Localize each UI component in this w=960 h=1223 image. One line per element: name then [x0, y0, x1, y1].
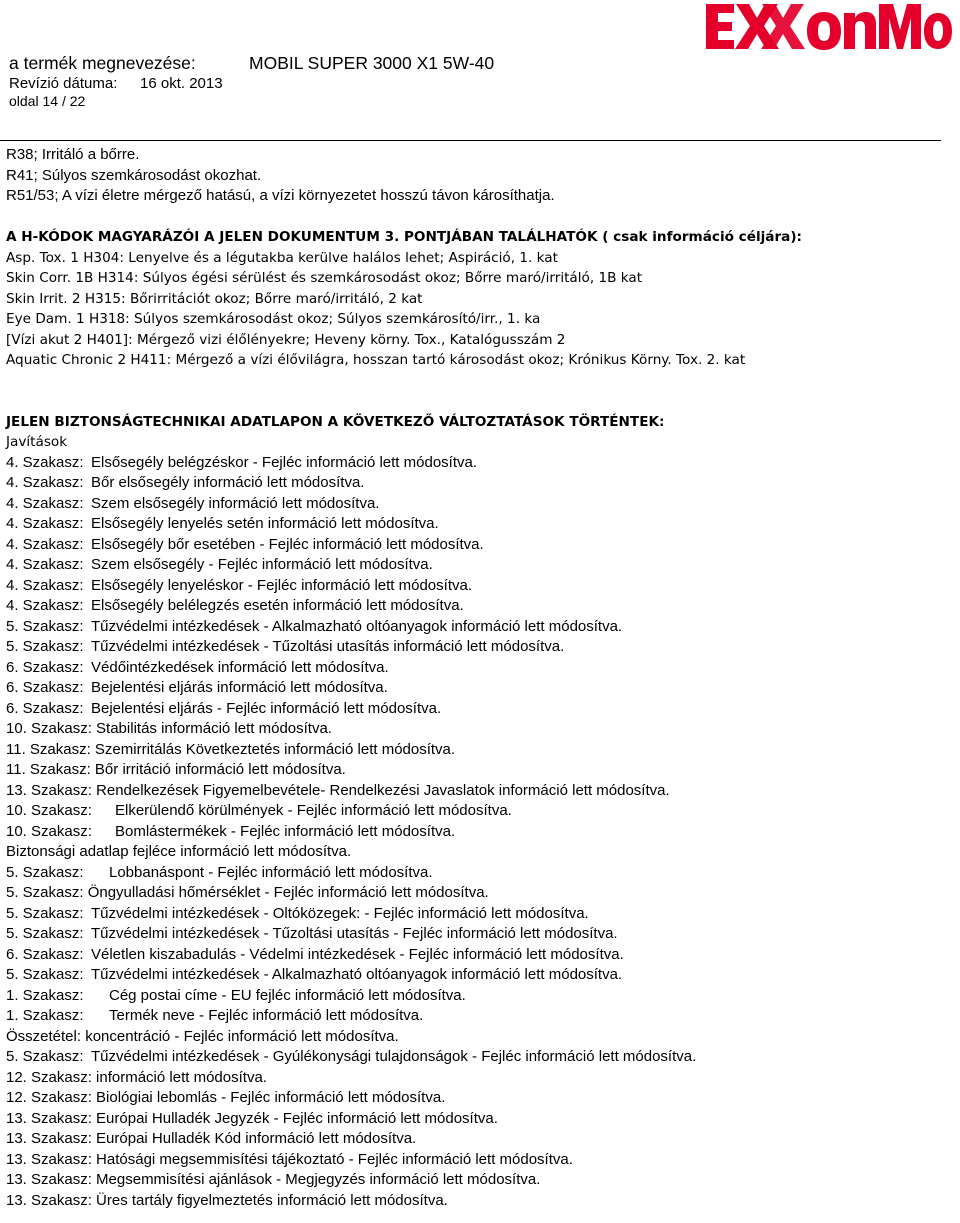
change-description: 12. Szakasz: információ lett módosítva.: [6, 1068, 267, 1086]
section-number: 5. Szakasz:: [6, 863, 84, 881]
change-log-line: [6, 1109, 956, 1130]
section-number: 4. Szakasz:: [6, 453, 84, 471]
section-number: 1. Szakasz:: [6, 1007, 84, 1024]
r-phrase-line: R38; Irritáló a bőrre.: [6, 146, 140, 163]
change-log-line: [6, 781, 956, 802]
change-description: 13. Szakasz: Üres tartály figyelmeztetés információ lett módosítva.: [6, 1191, 448, 1209]
change-description: Tűzvédelmi intézkedések - Alkalmazható oltóanyagok információ lett módosítva.: [91, 617, 623, 635]
change-description: Cég postai címe - EU fejléc információ lett módosítva.: [109, 986, 466, 1004]
change-description: 13. Szakasz: Európai Hulladék Kód információ lett módosítva.: [6, 1130, 417, 1147]
section-number: 5. Szakasz:: [6, 1048, 84, 1065]
change-description: Tűzvédelmi intézkedések - Oltóközegek: - Fejléc információ lett módosítva.: [91, 904, 589, 922]
change-log-line: [6, 658, 956, 679]
h-code-line: Aquatic Chronic 2 H411: Mérgező a vízi élővilágra, hosszan tartó károsodást okoz; Krónikus Körny. Tox. 2. kat: [6, 352, 746, 368]
section-number: 6. Szakasz:: [6, 699, 84, 717]
changes-subheading: Javítások: [6, 434, 68, 450]
section-number: 4. Szakasz:: [6, 474, 84, 491]
change-description: Tűzvédelmi intézkedések - Tűzoltási utasítás - Fejléc információ lett módosítva.: [91, 925, 618, 942]
revision-date-row: [9, 75, 223, 92]
change-description: Elsősegély lenyeléskor - Fejléc információ lett módosítva.: [91, 576, 472, 594]
change-log-line: [6, 1006, 956, 1027]
change-description: Tűzvédelmi intézkedések - Gyúlékonysági tulajdonságok - Fejléc információ lett módosítva.: [91, 1048, 697, 1065]
changes-section: [6, 412, 956, 1212]
change-log-line: [6, 719, 956, 740]
document-body: [6, 145, 956, 1211]
change-description: 11. Szakasz: Szemirritálás Következtetés információ lett módosítva.: [6, 740, 456, 758]
change-description: 10. Szakasz: Stabilitás információ lett módosítva.: [6, 720, 332, 737]
h-codes-heading: A H-KÓDOK MAGYARÁZÓI A JELEN DOKUMENTUM 3. PONTJÁBAN TALÁLHATÓK ( csak információ céljára):: [6, 229, 802, 245]
change-description: Bejelentési eljárás információ lett módosítva.: [91, 679, 388, 696]
exxonmobil-logo: [704, 0, 956, 54]
change-log-line: [6, 740, 956, 761]
change-log-line: [6, 617, 956, 638]
change-description: Termék neve - Fejléc információ lett módosítva.: [109, 1007, 424, 1024]
section-number: 5. Szakasz:: [6, 925, 84, 942]
change-log-line: [6, 801, 956, 822]
change-description: Tűzvédelmi intézkedések - Tűzoltási utasítás információ lett módosítva.: [91, 638, 565, 655]
change-log-line: [6, 863, 956, 884]
change-log-line: [6, 822, 956, 843]
change-log-line: [6, 596, 956, 617]
page-header: [0, 0, 960, 145]
section-number: 4. Szakasz:: [6, 576, 84, 594]
change-description: Bejelentési eljárás - Fejléc információ lett módosítva.: [91, 699, 442, 717]
section-number: 4. Szakasz:: [6, 556, 84, 573]
change-description: Összetétel: koncentráció - Fejléc információ lett módosítva.: [6, 1027, 399, 1045]
change-log-line: [6, 760, 956, 781]
h-code-line: Asp. Tox. 1 H304: Lenyelve és a légutakba kerülve halálos lehet; Aspiráció, 1. kat: [6, 249, 558, 266]
change-description: 13. Szakasz: Európai Hulladék Jegyzék - Fejléc információ lett módosítva.: [6, 1109, 498, 1127]
section-number: 1. Szakasz:: [6, 986, 84, 1004]
section-number: 5. Szakasz:: [6, 617, 84, 635]
h-code-line: Skin Corr. 1B H314: Súlyos égési sérülést és szemkárosodást okoz; Bőrre maró/irritáló, 1B kat: [6, 270, 643, 286]
change-description: Elsősegély lenyelés setén információ lett módosítva.: [91, 515, 439, 532]
section-number: 10. Szakasz:: [6, 822, 92, 840]
h-code-line: Skin Irrit. 2 H315: Bőrirritációt okoz; Bőrre maró/irritáló, 2 kat: [6, 290, 423, 307]
change-description: 13. Szakasz: Rendelkezések Figyemelbevétele- Rendelkezési Javaslatok információ lett módosítva.: [6, 781, 670, 799]
change-description: 5. Szakasz: Öngyulladási hőmérséklet - Fejléc információ lett módosítva.: [6, 884, 489, 901]
change-log-line: [6, 965, 956, 986]
change-description: 13. Szakasz: Hatósági megsemmisítési tájékoztató - Fejléc információ lett módosítva.: [6, 1150, 573, 1168]
header-divider: [0, 140, 941, 141]
change-log-line: [6, 1150, 956, 1171]
change-log-line: [6, 986, 956, 1007]
change-log-line: [6, 1068, 956, 1089]
section-number: 10. Szakasz:: [6, 802, 92, 819]
product-name: MOBIL SUPER 3000 X1 5W-40: [249, 53, 495, 73]
change-description: Elsősegély bőr esetében - Fejléc információ lett módosítva.: [91, 535, 484, 553]
change-log-line: [6, 945, 956, 966]
change-log-line: [6, 1088, 956, 1109]
section-number: 5. Szakasz:: [6, 638, 84, 655]
change-description: Bomlástermékek - Fejléc információ lett módosítva.: [115, 822, 456, 840]
change-description: Szem elsősegély információ lett módosítva.: [91, 494, 380, 512]
change-log-line: [6, 494, 956, 515]
section-number: 4. Szakasz:: [6, 535, 84, 553]
page-number: 14 / 22: [42, 93, 86, 109]
change-description: Védőintézkedések információ lett módosítva.: [91, 658, 389, 676]
section-number: 6. Szakasz:: [6, 658, 84, 676]
product-name-row: [9, 53, 494, 74]
change-log-line: [6, 453, 956, 474]
page-number-row: [9, 93, 85, 109]
change-description: Lobbanáspont - Fejléc információ lett módosítva.: [109, 863, 433, 881]
revision-label: Revízió dátuma:: [9, 75, 118, 92]
section-number: 4. Szakasz:: [6, 597, 84, 614]
section-number: 5. Szakasz:: [6, 966, 84, 983]
change-log-line: [6, 1170, 956, 1191]
change-log-line: [6, 1129, 956, 1150]
change-description: Bőr elsősegély információ lett módosítva.: [91, 474, 365, 491]
change-log-line: [6, 1191, 956, 1212]
change-log-line: [6, 699, 956, 720]
revision-date: 16 okt. 2013: [140, 75, 223, 92]
h-code-line: Eye Dam. 1 H318: Súlyos szemkárosodást okoz; Súlyos szemkárosító/irr., 1. ka: [6, 311, 541, 327]
change-log-line: [6, 1027, 956, 1048]
change-description: Véletlen kiszabadulás - Védelmi intézkedések - Fejléc információ lett módosítva.: [91, 945, 624, 963]
r-phrase-line: R41; Súlyos szemkárosodást okozhat.: [6, 166, 262, 184]
change-log-line: [6, 576, 956, 597]
section-number: 6. Szakasz:: [6, 679, 84, 696]
change-log-line: [6, 555, 956, 576]
change-log-line: [6, 904, 956, 925]
change-log-line: [6, 883, 956, 904]
change-log-line: [6, 1047, 956, 1068]
changes-list: [6, 453, 956, 1212]
h-code-line: [Vízi akut 2 H401]: Mérgező vizi élőlényekre; Heveny körny. Tox., Katalógusszám 2: [6, 331, 566, 348]
section-number: 6. Szakasz:: [6, 945, 84, 963]
change-description: Elkerülendő körülmények - Fejléc információ lett módosítva.: [115, 802, 512, 819]
change-description: Tűzvédelmi intézkedések - Alkalmazható oltóanyagok információ lett módosítva.: [91, 966, 623, 983]
change-description: Biztonsági adatlap fejléce információ lett módosítva.: [6, 843, 352, 860]
section-number: 5. Szakasz:: [6, 904, 84, 922]
section-number: 4. Szakasz:: [6, 515, 84, 532]
change-description: 12. Szakasz: Biológiai lebomlás - Fejléc információ lett módosítva.: [6, 1089, 446, 1106]
section-number: 4. Szakasz:: [6, 494, 84, 512]
product-label: a termék megnevezése:: [9, 53, 196, 73]
page-label: oldal: [9, 93, 39, 109]
change-log-line: [6, 514, 956, 535]
changes-heading: JELEN BIZTONSÁGTECHNIKAI ADATLAPON A KÖVETKEZŐ VÁLTOZTATÁSOK TÖRTÉNTEK:: [6, 413, 665, 430]
change-log-line: [6, 535, 956, 556]
h-codes-section: [6, 227, 956, 371]
change-log-line: [6, 678, 956, 699]
change-log-line: [6, 473, 956, 494]
r-phrase-line: R51/53; A vízi életre mérgező hatású, a vízi környezetet hosszú távon károsíthatja.: [6, 187, 555, 204]
change-log-line: [6, 924, 956, 945]
change-description: Elsősegély belélegzés esetén információ lett módosítva.: [91, 597, 464, 614]
r-phrases-block: [6, 145, 956, 207]
change-description: 11. Szakasz: Bőr irritáció információ lett módosítva.: [6, 761, 346, 778]
change-description: Szem elsősegély - Fejléc információ lett módosítva.: [91, 556, 433, 573]
change-description: 13. Szakasz: Megsemmisítési ajánlások - Megjegyzés információ lett módosítva.: [6, 1171, 541, 1188]
change-log-line: [6, 637, 956, 658]
change-log-line: [6, 842, 956, 863]
change-description: Elsősegély belégzéskor - Fejléc információ lett módosítva.: [91, 453, 478, 471]
